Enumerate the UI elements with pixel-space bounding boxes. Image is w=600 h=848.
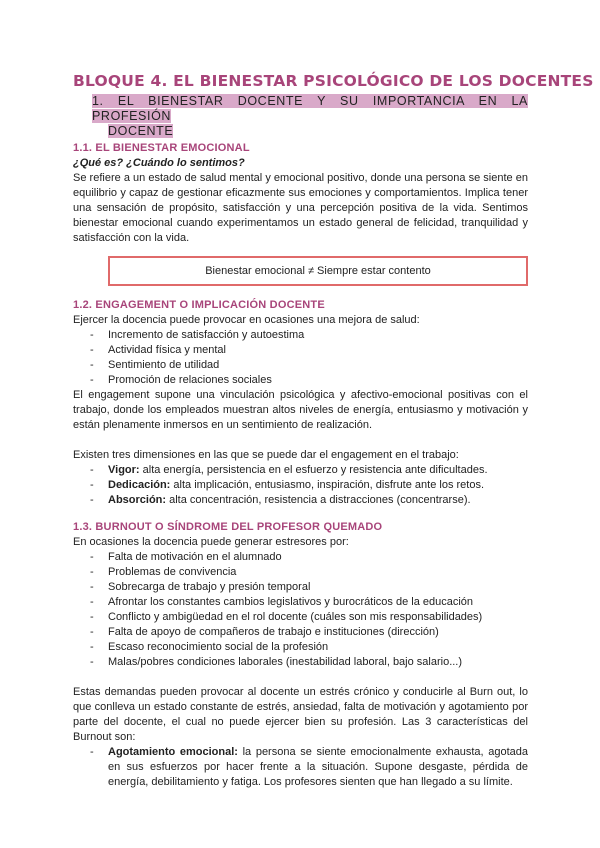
list-item: - Incremento de satisfacción y autoestima — [90, 329, 305, 341]
subheading-1-3: 1.3. BURNOUT O SÍNDROME DEL PROFESOR QUEMADO — [73, 521, 383, 533]
list-item: - Promoción de relaciones sociales — [90, 374, 272, 386]
list-item: - Falta de motivación en el alumnado — [90, 551, 282, 563]
callout-box — [108, 256, 528, 286]
paragraph-bienestar: Se refiere a un estado de salud mental y emocional positivo, donde una persona se siente en equilibrio y capaz de gestionar eficazmente sus emociones y comportamientos. Implica tener una sensación de propósito, satisfacción y una percepción positiva de la vida. Sentimos bienestar emocional cuando experimentamos un estado general de felicidad, tranquilidad y satisfacción con la vida. — [73, 172, 528, 244]
subheading-1-1: 1.1. EL BIENESTAR EMOCIONAL — [73, 142, 250, 154]
list-item: - Actividad física y mental — [90, 344, 226, 356]
list-item: - Escaso reconocimiento social de la profesión — [90, 641, 329, 653]
paragraph-burnout: Estas demandas pueden provocar al docente un estrés crónico y conducirle al Burn out, lo que conlleva un estado constante de estrés, ansiedad, falta de motivación y agotamiento por parte del docente, el cual no puede ejercer bien su profesión. Las 3 características del Burnout son: — [73, 686, 528, 743]
list-item: - Dedicación: alta implicación, entusiasmo, inspiración, disfrute ante los retos. — [90, 479, 485, 491]
paragraph-intro-engagement: Ejercer la docencia puede provocar en ocasiones una mejora de salud: — [73, 314, 420, 326]
list-item: - Agotamiento emocional: la persona se siente emocionalmente exhausta, agotada en sus esfuerzos por hacer frente a la situación. Supone desgaste, pérdida de energía, debilitamiento y fatiga. Los profesores sienten que han llegado a su límite. — [90, 746, 529, 788]
heading-line-2: DOCENTE — [108, 124, 174, 138]
heading-line-1: 1. EL BIENESTAR DOCENTE Y SU IMPORTANCIA EN LA PROFESIÓN — [92, 94, 528, 123]
list-item: - Conflicto y ambigüedad en el rol docente (cuáles son mis responsabilidades) — [90, 611, 483, 623]
question-text: ¿Qué es? ¿Cuándo lo sentimos? — [73, 157, 245, 169]
stressors-list — [73, 550, 528, 670]
section-heading-1 — [92, 94, 528, 139]
subheading-1-2: 1.2. ENGAGEMENT O IMPLICACIÓN DOCENTE — [73, 299, 325, 311]
list-item: - Vigor: alta energía, persistencia en el esfuerzo y resistencia ante dificultades. — [90, 464, 488, 476]
dimensions-list — [73, 463, 528, 508]
list-item: - Malas/pobres condiciones laborales (inestabilidad laboral, bajo salario...) — [90, 656, 463, 668]
paragraph-intro-burnout: En ocasiones la docencia puede generar estresores por: — [73, 536, 349, 548]
characteristics-list — [73, 745, 528, 790]
document-title: BLOQUE 4. EL BIENESTAR PSICOLÓGICO DE LOS DOCENTES — [73, 72, 594, 90]
document-page — [73, 70, 594, 790]
callout-text: Bienestar emocional ≠ Siempre estar contento — [205, 265, 431, 277]
benefits-list — [73, 328, 528, 388]
list-item: - Absorción: alta concentración, resistencia a distracciones (concentrarse). — [90, 494, 471, 506]
paragraph-engagement: El engagement supone una vinculación psicológica y afectivo-emocional positivas con el trabajo, donde los empleados muestran altos niveles de energía, entusiasmo y motivación y están plenamente inmersos en un sentimiento de realización. — [73, 389, 528, 431]
list-item: - Problemas de convivencia — [90, 566, 237, 578]
list-item: - Afrontar los constantes cambios legislativos y burocráticos de la educación — [90, 596, 474, 608]
list-item: - Falta de apoyo de compañeros de trabajo e instituciones (dirección) — [90, 626, 439, 638]
list-item: - Sobrecarga de trabajo y presión temporal — [90, 581, 311, 593]
paragraph-dimensions-intro: Existen tres dimensiones en las que se puede dar el engagement en el trabajo: — [73, 449, 459, 461]
list-item: - Sentimiento de utilidad — [90, 359, 220, 371]
